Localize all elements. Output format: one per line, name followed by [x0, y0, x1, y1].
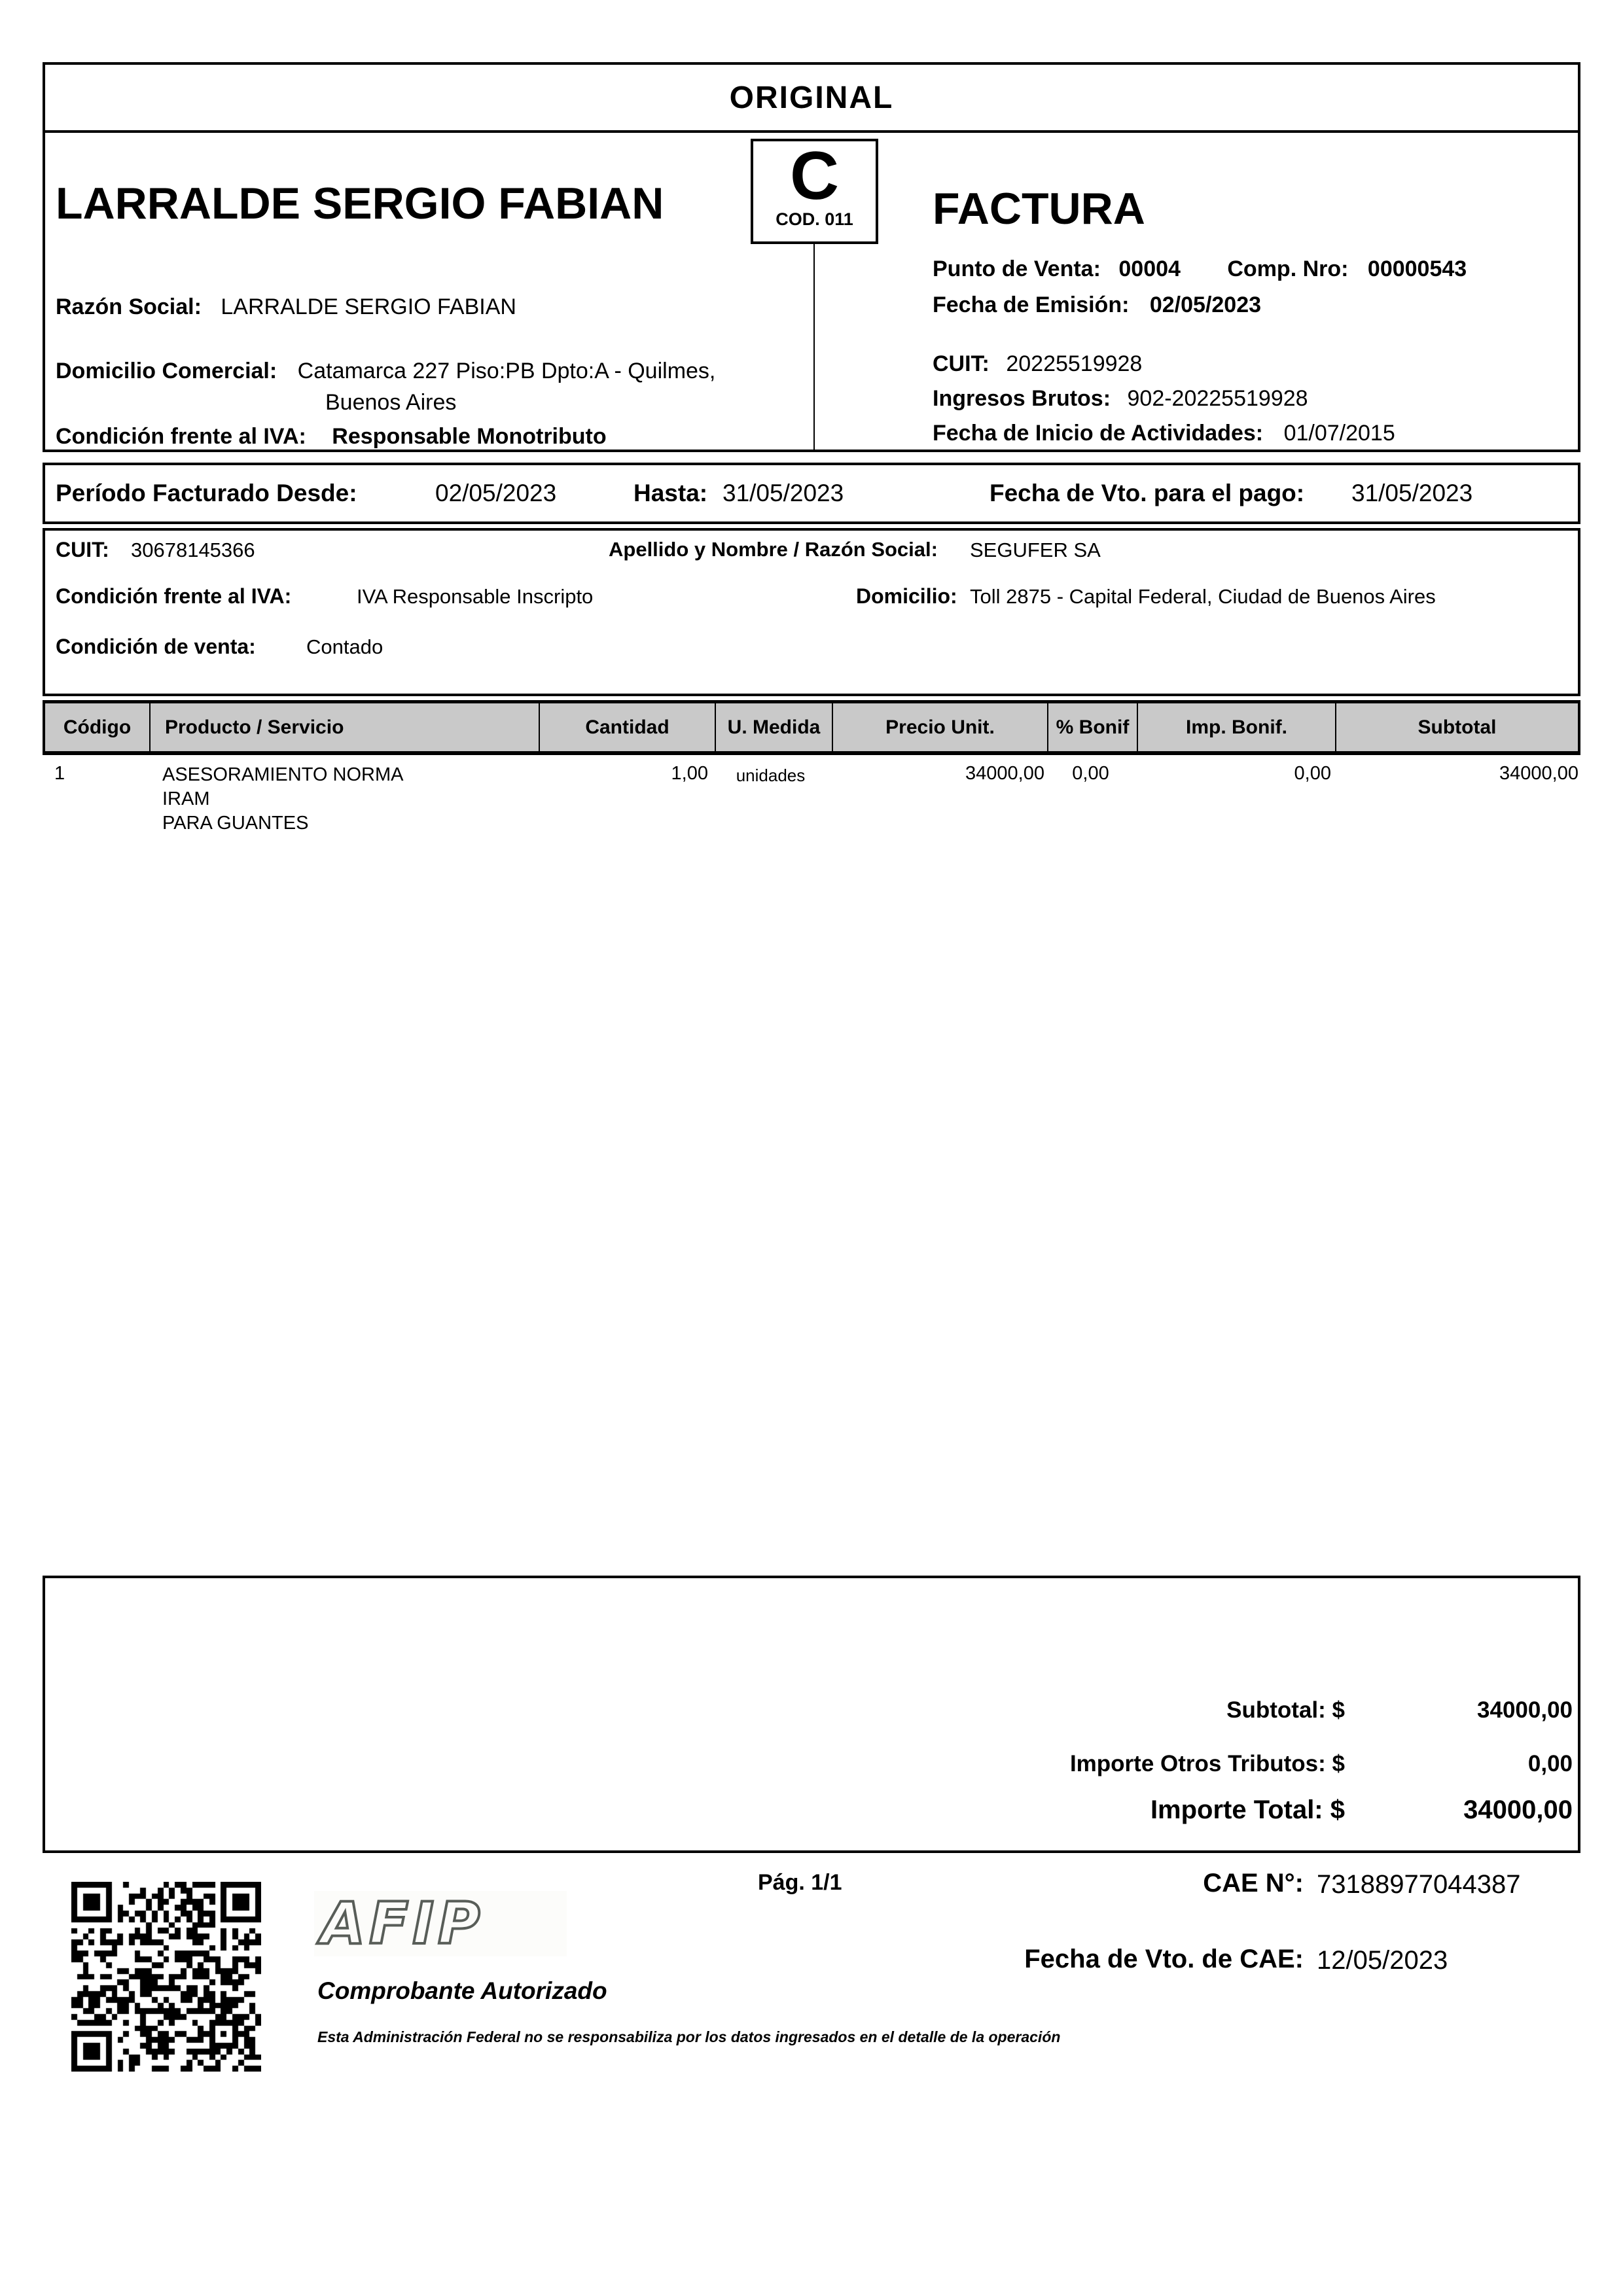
item-description-line1: ASESORAMIENTO NORMA IRAM — [162, 764, 402, 809]
period-from-label: Período Facturado Desde: — [56, 480, 357, 506]
issue-date-value: 02/05/2023 — [1149, 292, 1262, 317]
issuer-cuit-value: 20225519928 — [1006, 351, 1143, 376]
item-code: 1 — [54, 763, 65, 784]
authorized-receipt-text: Comprobante Autorizado — [317, 1977, 607, 2004]
item-subtotal: 34000,00 — [1499, 763, 1578, 784]
item-description — [162, 763, 450, 836]
invoice-type-code: COD. 011 — [776, 209, 853, 229]
totals-box — [43, 1576, 1580, 1853]
item-bonus-pct: 0,00 — [1072, 763, 1109, 784]
customer-name-value: SEGUFER SA — [970, 539, 1101, 561]
commercial-address-line2: Buenos Aires — [325, 390, 457, 415]
total-label: Importe Total: $ — [1150, 1795, 1345, 1824]
invoice-type-box — [751, 139, 878, 244]
col-header-cantidad: Cantidad — [540, 703, 716, 751]
commercial-address-label: Domicilio Comercial: — [56, 359, 277, 383]
other-taxes-value: 0,00 — [1527, 1751, 1573, 1776]
customer-cuit-value: 30678145366 — [131, 539, 255, 561]
activity-start-label: Fecha de Inicio de Actividades: — [933, 421, 1264, 446]
item-description-line2: PARA GUANTES — [162, 813, 309, 834]
issuer-cuit-row — [933, 351, 1142, 377]
original-label: ORIGINAL — [729, 80, 894, 115]
col-header-producto: Producto / Servicio — [151, 703, 540, 751]
subtotal-label: Subtotal: $ — [1226, 1697, 1345, 1723]
cae-number-label: CAE N°: — [1203, 1869, 1304, 1898]
item-unit: unidades — [736, 766, 806, 785]
period-to-label: Hasta: — [633, 480, 708, 506]
items-table-header — [43, 700, 1580, 755]
col-header-impbonif: Imp. Bonif. — [1138, 703, 1336, 751]
company-name: LARRALDE SERGIO FABIAN — [56, 179, 664, 228]
col-header-umedida: U. Medida — [716, 703, 833, 751]
payment-due-label: Fecha de Vto. para el pago: — [990, 480, 1305, 506]
item-bonus-amount: 0,00 — [1294, 763, 1331, 784]
issuer-vat-value: Responsable Monotributo — [332, 424, 607, 449]
invoice-type-letter: C — [789, 138, 840, 214]
page-number: Pág. 1/1 — [758, 1870, 842, 1895]
original-banner — [43, 62, 1580, 130]
customer-name-label: Apellido y Nombre / Razón Social: — [609, 538, 938, 561]
issuer-vat-label: Condición frente al IVA: — [56, 424, 306, 449]
col-header-subtotal: Subtotal — [1418, 716, 1497, 738]
document-type-title: FACTURA — [933, 184, 1145, 234]
legal-name-row — [56, 294, 516, 320]
customer-cuit-label: CUIT: — [56, 538, 109, 561]
period-to-value: 31/05/2023 — [722, 480, 844, 506]
activity-start-row — [933, 421, 1395, 446]
sale-point-value: 00004 — [1118, 256, 1181, 281]
commercial-address-line1: Catamarca 227 Piso:PB Dpto:A - Quilmes, — [297, 359, 716, 383]
legal-name-value: LARRALDE SERGIO FABIAN — [221, 294, 516, 319]
gross-income-label: Ingresos Brutos: — [933, 386, 1111, 411]
payment-due-value: 31/05/2023 — [1351, 480, 1473, 506]
total-value: 34000,00 — [1463, 1795, 1573, 1824]
afip-logo — [314, 1891, 567, 1956]
customer-vat-label: Condición frente al IVA: — [56, 584, 292, 608]
commercial-address-row — [56, 359, 715, 384]
cae-number-value: 73188977044387 — [1317, 1870, 1521, 1899]
afip-logo-text: AFIP — [321, 1891, 484, 1956]
col-header-bonif: % Bonif — [1048, 703, 1138, 751]
activity-start-value: 01/07/2015 — [1283, 421, 1395, 446]
sale-condition-label: Condición de venta: — [56, 635, 256, 658]
item-quantity: 1,00 — [671, 763, 708, 784]
customer-vat-value: IVA Responsable Inscripto — [357, 585, 594, 608]
sale-condition-value: Contado — [306, 635, 383, 658]
gross-income-row — [933, 386, 1308, 412]
col-header-codigo: Código — [45, 703, 151, 751]
customer-address-value: Toll 2875 - Capital Federal, Ciudad de Buenos Aires — [970, 585, 1436, 608]
sale-point-row — [933, 256, 1467, 282]
col-header-precio: Precio Unit. — [833, 703, 1048, 751]
afip-disclaimer-text: Esta Administración Federal no se responsabiliza por los datos ingresados en el detalle de la operación — [317, 2028, 1061, 2045]
customer-address-label: Domicilio: — [856, 584, 957, 608]
issue-date-row — [933, 292, 1261, 318]
subtotal-value: 34000,00 — [1477, 1697, 1573, 1723]
cae-due-label: Fecha de Vto. de CAE: — [1024, 1945, 1304, 1973]
cae-due-value: 12/05/2023 — [1317, 1946, 1448, 1975]
period-from-value: 02/05/2023 — [435, 480, 557, 506]
gross-income-value: 902-20225519928 — [1127, 386, 1308, 411]
comp-number-value: 00000543 — [1367, 256, 1467, 281]
header-divider — [813, 244, 815, 452]
legal-name-label: Razón Social: — [56, 294, 202, 319]
comp-number-label: Comp. Nro: — [1227, 256, 1349, 281]
item-unit-price: 34000,00 — [965, 763, 1044, 784]
issuer-cuit-label: CUIT: — [933, 351, 990, 376]
sale-point-label: Punto de Venta: — [933, 256, 1101, 281]
issuer-vat-row — [56, 424, 607, 450]
qr-code — [71, 1882, 261, 2072]
other-taxes-label: Importe Otros Tributos: $ — [1069, 1751, 1345, 1776]
issue-date-label: Fecha de Emisión: — [933, 292, 1130, 317]
